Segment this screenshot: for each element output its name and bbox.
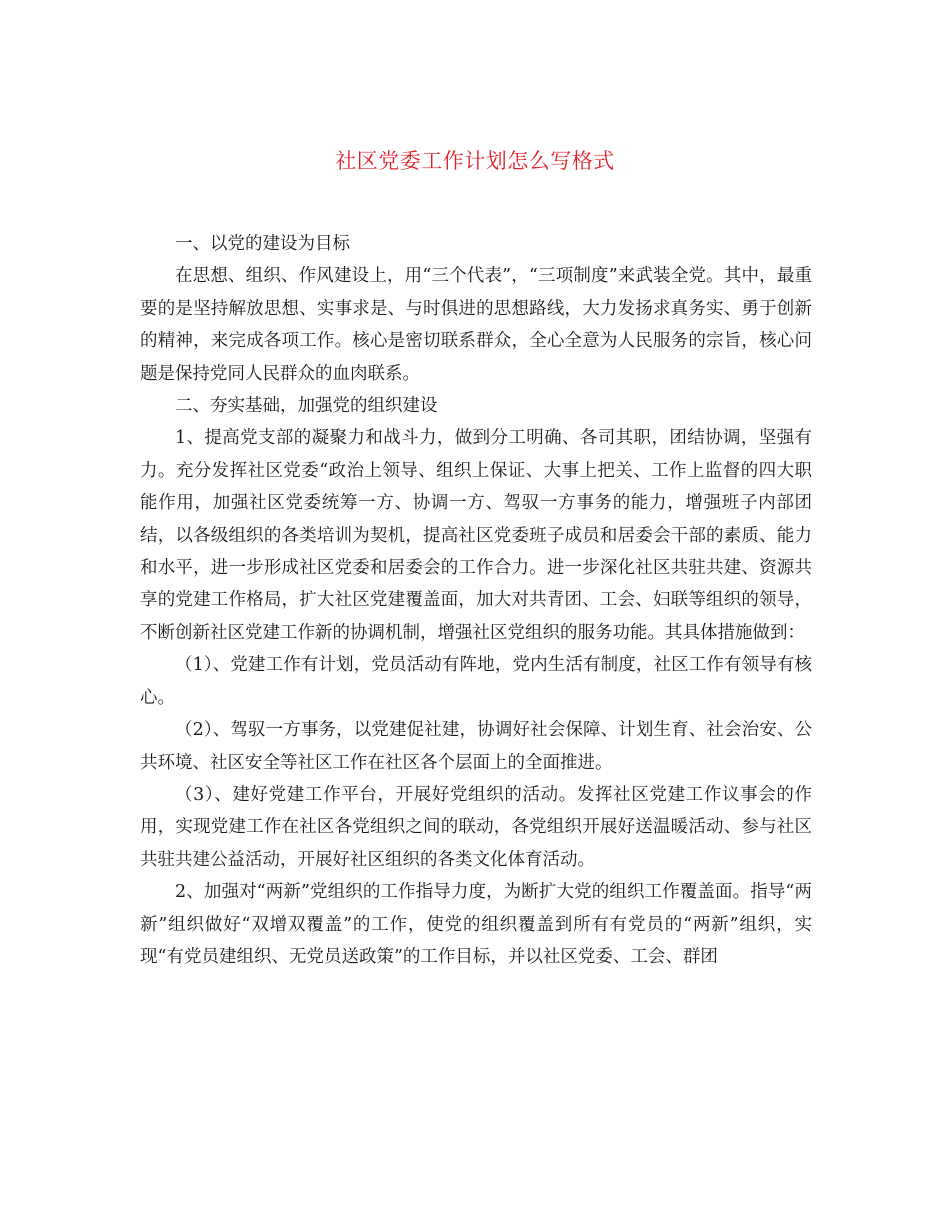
- list-item: （1）、党建工作有计划，党员活动有阵地，党内生活有制度，社区工作有领导有核心。: [140, 655, 812, 708]
- document-title: 社区党委工作计划怎么写格式: [335, 149, 615, 173]
- list-item: （3）、建好党建工作平台，开展好党组织的活动。发挥社区党建工作议事会的作用，实现党建工作在社区各党组织之间的联动，各党组织开展好送温暖活动、参与社区共驻共建公益活动，开展好社区组织的各类文化体育活动。: [140, 784, 812, 870]
- body-paragraph: 在思想、组织、作风建设上，用“三个代表”，“三项制度”来武装全党。其中，最重要的是坚持解放思想、实事求是、与时俱进的思想路线，大力发扬求真务实、勇于创新的精神，来完成各项工作。核心是密切联系群众，全心全意为人民服务的宗旨，核心问题是保持党同人民群众的血肉联系。: [140, 266, 812, 384]
- body-paragraph: 2、加强对“两新”党组织的工作指导力度，为断扩大党的组织工作覆盖面。指导“两新”组织做好“双增双覆盖”的工作，使党的组织覆盖到所有有党员的“两新”组织，实现“有党员建组织、无党员送政策”的工作目标，并以社区党委、工会、群团: [140, 882, 812, 967]
- list-item: （2）、驾驭一方事务，以党建促社建，协调好社会保障、计划生育、社会治安、公共环境、社区安全等社区工作在社区各个层面上的全面推进。: [140, 720, 812, 773]
- section-heading-2: 二、夯实基础，加强党的组织建设: [175, 396, 438, 417]
- document-body: [140, 228, 812, 973]
- section-heading-1: 一、以党的建设为目标: [175, 234, 350, 254]
- body-paragraph: 1、提高党支部的凝聚力和战斗力，做到分工明确、各司其职，团结协调，坚强有力。充分发挥社区党委“政治上领导、组织上保证、大事上把关、工作上监督的四大职能作用，加强社区党委统筹一方、协调一方、驾驭一方事务的能力，增强班子内部团结，以各级组织的各类培训为契机，提高社区党委班子成员和居委会干部的素质、能力和水平，进一步形成社区党委和居委会的工作合力。进一步深化社区共驻共建、资源共享的党建工作格局，扩大社区党建覆盖面，加大对共青团、工会、妇联等组织的领导，不断创新社区党建工作新的协调机制，增强社区党组织的服务功能。其具体措施做到：: [140, 428, 812, 643]
